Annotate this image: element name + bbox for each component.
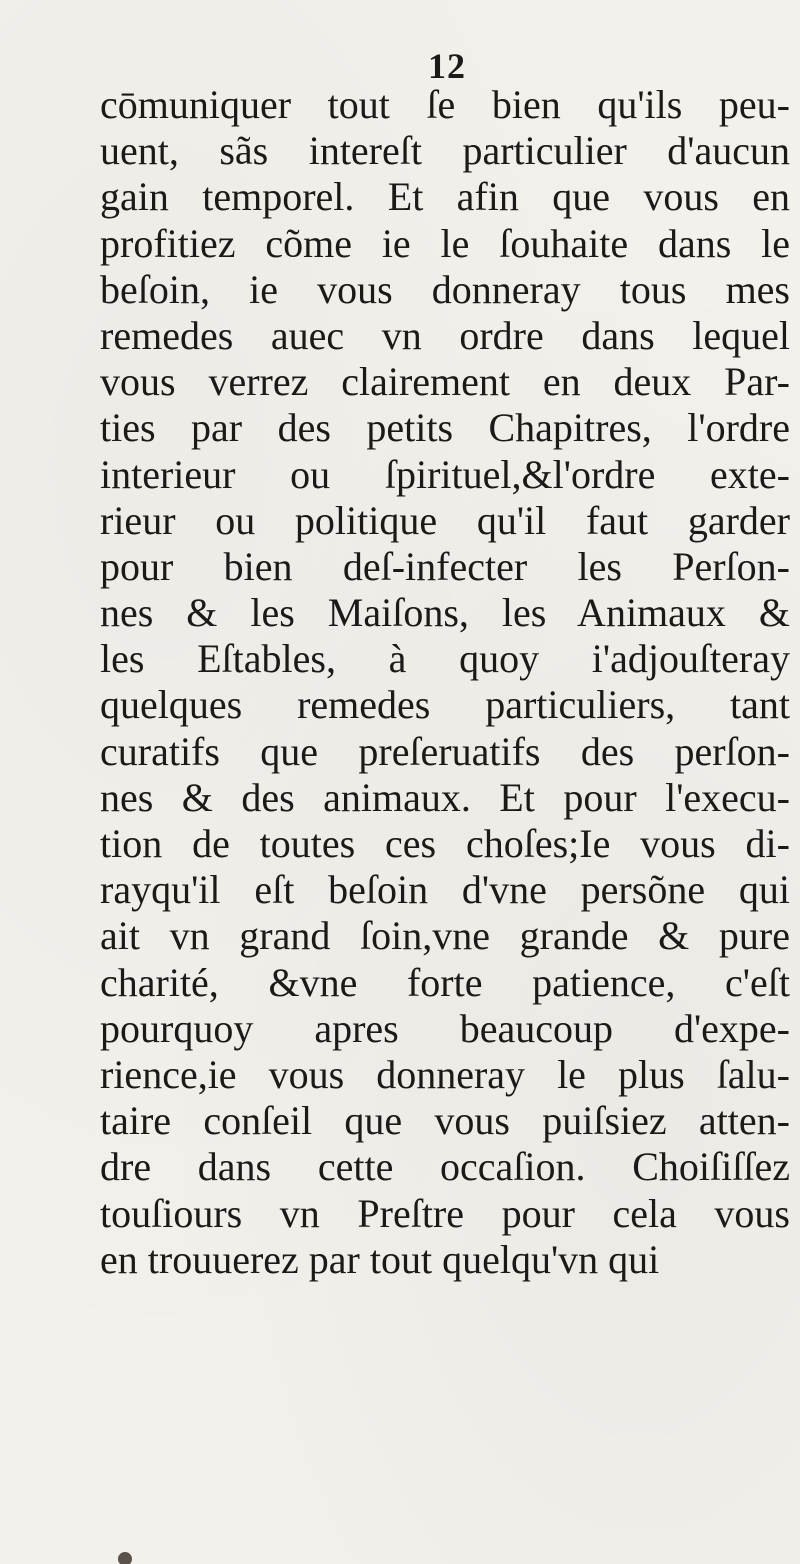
ink-stain — [118, 1552, 132, 1564]
text-line-4: profitiez cõme ie le ſouhaite dans le — [100, 220, 790, 266]
text-line-5: beſoin, ie vous donneray tous mes — [100, 266, 790, 312]
text-line-9: interieur ou ſpirituel,&l'ordre exte- — [100, 451, 790, 497]
page-number: 12 — [428, 46, 466, 86]
text-line-6: remedes auec vn ordre dans lequel — [100, 312, 790, 358]
text-line-19: ait vn grand ſoin,vne grande & pure — [100, 913, 790, 959]
text-line-10: rieur ou politique qu'il faut garder — [100, 497, 790, 543]
text-line-21: pourquoy apres beaucoup d'expe- — [100, 1005, 790, 1051]
text-line-23: taire conſeil que vous puiſsiez atten- — [100, 1098, 790, 1144]
text-line-15: curatifs que preſeruatifs des perſon- — [100, 728, 790, 774]
text-line-18: rayqu'il eſt beſoin d'vne persõne qui — [100, 867, 790, 913]
text-line-3: gain temporel. Et afin que vous en — [100, 174, 790, 220]
text-line-20: charité, &vne forte patience, c'eſt — [100, 959, 790, 1005]
text-line-2: uent, sãs intereſt particulier d'aucun — [100, 128, 790, 174]
text-line-17: tion de toutes ces choſes;Ie vous di- — [100, 821, 790, 866]
text-line-12: nes & les Maiſons, les Animaux & — [100, 590, 790, 636]
text-line-13: les Eſtables, à quoy i'adjouſteray — [100, 636, 790, 682]
text-line-16: nes & des animaux. Et pour l'execu- — [100, 774, 790, 820]
text-line-7: vous verrez clairement en deux Par- — [100, 359, 790, 405]
text-line-14: quelques remedes particuliers, tant — [100, 682, 790, 728]
text-line-25: touſiours vn Preſtre pour cela vous — [100, 1190, 790, 1236]
text-line-26: en trouuerez par tout quelqu'vn qui — [100, 1236, 660, 1282]
text-line-1: cōmuniquer tout ſe bien qu'ils peu- — [100, 82, 790, 127]
body-text — [100, 82, 790, 1283]
text-line-8: ties par des petits Chapitres, l'ordre — [100, 405, 790, 451]
text-line-22: rience,ie vous donneray le plus ſalu- — [100, 1051, 790, 1097]
text-line-24: dre dans cette occaſion. Choiſiſſez — [100, 1144, 790, 1190]
text-line-11: pour bien deſ-infecter les Perſon- — [100, 543, 790, 589]
